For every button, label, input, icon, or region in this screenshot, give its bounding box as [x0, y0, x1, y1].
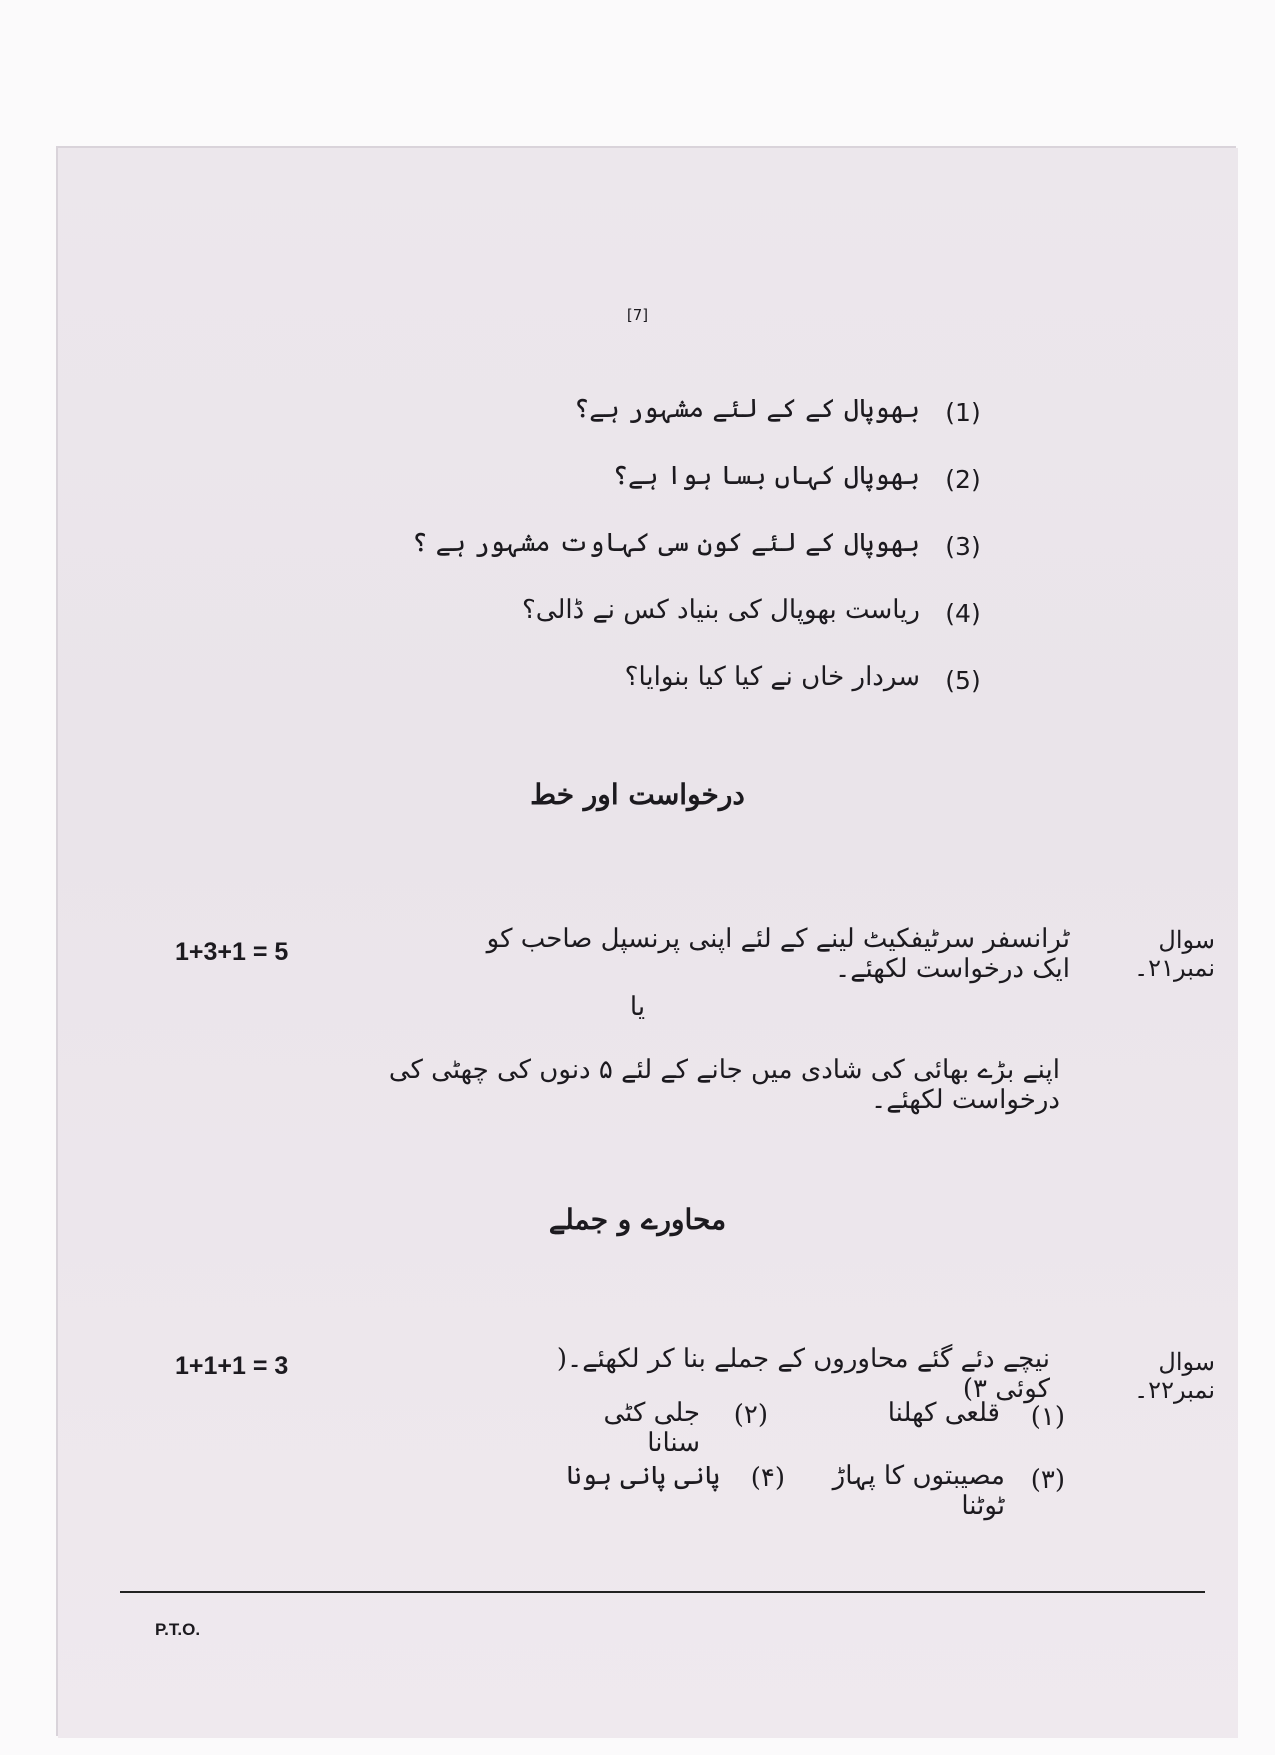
- footer-divider: [120, 1591, 1205, 1593]
- question-text: بھوپال کے لئے کون سی کہاوت مشہور ہے ؟: [412, 528, 920, 558]
- section-heading-letter: درخواست اور خط: [530, 778, 745, 811]
- pto-label: P.T.O.: [155, 1620, 201, 1639]
- question-text-21: ٹرانسفر سرٹیفکیٹ لینے کے لئے اپنی پرنسپل صاحب کو ایک درخواست لکھئے۔: [486, 924, 1070, 984]
- question-number: (4): [945, 599, 981, 628]
- question-number: (1): [945, 398, 981, 427]
- question-text: ریاست بھوپال کی بنیاد کس نے ڈالی؟: [522, 595, 920, 625]
- question-text: بھوپال کہاں بسا ہوا ہے؟: [612, 461, 920, 491]
- idiom-text: پانی پانی ہونا: [566, 1461, 720, 1491]
- or-text: یا: [629, 992, 646, 1022]
- question-number: (2): [945, 465, 981, 494]
- question-label-21: سوال نمبر۲۱۔: [1134, 926, 1215, 982]
- idiom-number: (۴): [750, 1463, 785, 1493]
- marks-22: 1+1+1 = 3: [175, 1352, 289, 1380]
- page-number: [7]: [626, 306, 649, 324]
- section-heading-idioms: محاورے و جملے: [548, 1203, 727, 1236]
- idiom-number: (۲): [733, 1400, 768, 1430]
- question-text-22: نیچے دئے گئے محاوروں کے جملے بنا کر لکھئے۔( کوئی ۳): [556, 1344, 1050, 1404]
- question-number: (3): [945, 532, 981, 561]
- idiom-number: (۳): [1030, 1465, 1065, 1495]
- question-text: سردار خاں نے کیا کیا بنوایا؟: [624, 662, 920, 692]
- alternate-question-text: اپنے بڑے بھائی کی شادی میں جانے کے لئے ۵ دنوں کی چھٹی کی درخواست لکھئے۔: [388, 1055, 1060, 1115]
- question-text: بھوپال کے کے لئے مشہور ہے؟: [573, 394, 920, 424]
- question-number: (5): [945, 666, 981, 695]
- idiom-text: قلعی کھلنا: [887, 1398, 1000, 1428]
- idiom-number: (۱): [1030, 1402, 1065, 1432]
- idiom-text: مصیبتوں کا پہاڑ ٹوٹنا: [832, 1461, 1005, 1521]
- idiom-text: جلی کٹی سنانا: [603, 1398, 700, 1458]
- marks-21: 1+3+1 = 5: [175, 938, 289, 966]
- question-label-22: سوال نمبر۲۲۔: [1134, 1348, 1215, 1404]
